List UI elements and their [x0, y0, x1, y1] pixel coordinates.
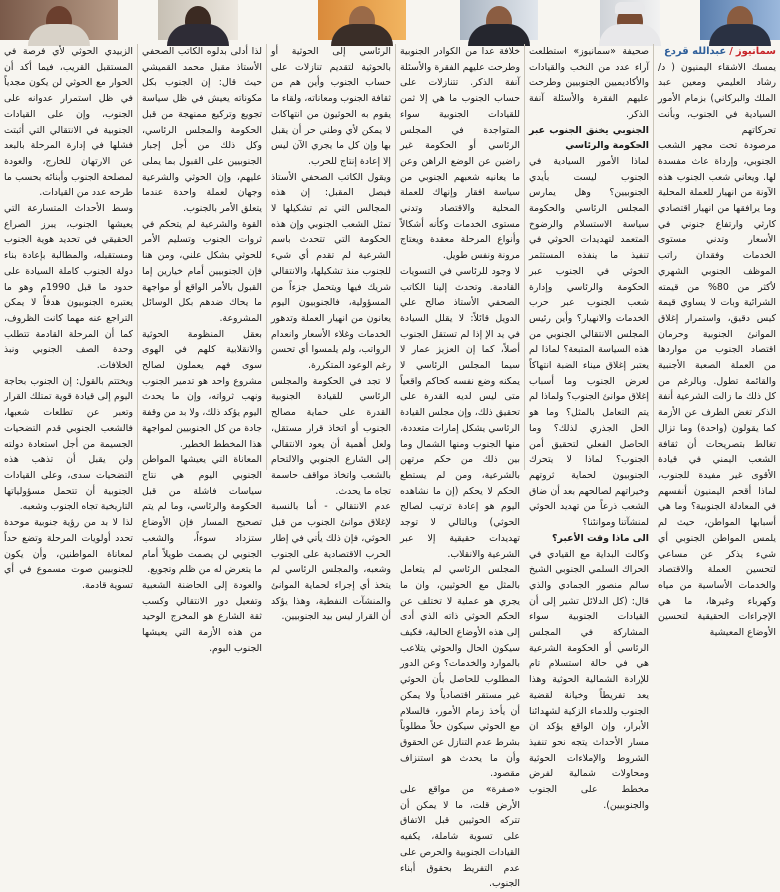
- photo-3: [318, 0, 406, 40]
- photo-5: [600, 0, 660, 40]
- article-body: [0, 44, 780, 890]
- paragraph: المجلس الرئاسي لم يتعامل بالمثل مع الحوثيين، وان ما يجري هو عملية لا تختلف عن الحكم الحوثي ذاته الذي أدى إلى هذه الأوضاع الحالية، فكيف سيكون الحال والحوثي يتلاعب بالموارد والخدمات؟ وعن الدور المطلوب للحاصل بأن الحوثي غير مستقر اقتصادياً ولا يمكن أن يأخذ زمام الأمور، فالسلام مع الحوثي سيكون حلاً مطلوباً بشرط عدم التنازل عن الحقوق وأن ما يحدث هو استنزاف مقصود.: [400, 564, 520, 780]
- photo-strip: [0, 0, 780, 40]
- column-4: [271, 44, 391, 623]
- photo-2: [158, 0, 238, 40]
- paragraph: مرصودة تحت مجهر الشعب الجنوبي، وإرداة عاث مفسدة لها. ويعاني شعب الجنوب هذه الآونة من انهيار للعملة المحلية وما يرافقها من انهيار اقتصادي كارثي وارتفاع جنوني في الأسعار وتدني مستوى الخدمات وفقدان راتب الموظف الجنوبي الشهري لأكثر من 80% من قيمته الشرائية وبات لا يساوي قيمة كيس دقيق، واستمرار إغلاق الموانئ الجنوبية وحرمان اقتصاد الجنوب من مواردها من العملة الصعبة الأجنبية والقائمة تطول. وبالرغم من كل ذلك ما زالت الشرعية أنفة الذكر تغض الطرف عن الأزمة كما يقولون (واحدة) وما تزال تغالط بتصريحات أن ثقافة الشعب اليمني في قيادة الأقوى غير مفيدة للجنوب، لماذا أقحم اليمنيون أنفسهم في المعادلة الجنوبية؟ وما هي أسبابها المواطن، حيث لم يلمس المواطن الجنوبي أي شيء يذكر عن مساعي لتحسين العملة والاقتصاد والخدمات الأساسية من مياه وكهرباء وغيرها، ما هي الإجراءات الحقيقية لتحسين الأوضاع المعيشية: [658, 140, 776, 639]
- paragraph: لا تجد في الحكومة والمجلس الرئاسي للقيادة الجنوبية القدرة على حماية مصالح الجنوب أو اتخاذ قرار مستقل، ولعل أهمية أن يعود الانتقالي إلى الشارع الجنوبي والالتحام بالشعب واتخاذ مواقف حاسمة تجاه ما يحدث.: [271, 375, 391, 497]
- column-2: [529, 44, 649, 811]
- paragraph: الزبيدي الحوثي لأي فرصة في المستقبل القريب، فيما أكد أن الحوار مع الحوثي لن يكون مجدياً في ظل استمرار عدوانه على الجنوب، وإن على القيادات الجنوبية في الانتقالي التي أثبتت فشلها في إدارة المرحلة بالبعد عن الارتهان للخارج، والعودة لمصلحة الجنوب وأبنائه بحسب ما طرحه عدد من القيادات.: [4, 46, 133, 199]
- byline-separator: /: [729, 46, 733, 57]
- paragraph: ويختتم بالقول: إن الجنوب بحاجة اليوم إلى قيادة قوية تمتلك القرار وتعبر عن تطلعات شعبها، فالشعب الجنوبي قدم التضحيات الجسيمة من أجل استعادة دولته ولن يقبل أن تذهب هذه التضحيات سدى، وعلى القيادات الجنوبية أن تتحمل مسؤولياتها التاريخية تجاه الجنوب وشعبه.: [4, 375, 133, 513]
- paragraph: لماذا الأمور السيادية في الجنوب ليست بأيدي الجنوبيين؟ وهل يمارس المجلس الرئاسي والحكومة سياسة الاستسلام والرضوخ المتعمد لتهديدات الحوثي في تنفيذ ما ينفذه المستثمر الحوثي في الجنوب عبر الحكومة والرئاسي وإدارة شعب الجنوب عبر حرب الخدمات والانهيار؟ وأين رئيس المجلس الانتقالي الجنوبي من هذه السياسة المتبعة؟ لماذا لم يعتبر إغلاق ميناء الضبة انتهاكاً لعرض الجنوب وما أسباب إغلاق موانئ الجنوب؟ ولماذا لم يتم التعامل بالمثل؟ وما هو الحل الجذري لذلك؟ وما الحاصل الفعلي لتحقيق أمن الجنوب؟ لماذا لا يتحرك الجنوبيون لحماية ثروتهم وخيراتهم لصالحهم بعد أن ضاق الشعب ذرعاً من تهديد الحوثي لمنشآتنا وموانئنا؟: [529, 155, 649, 529]
- paragraph: بعقل المنظومة الحوثية والانقلابية كلهم في الهوى سوى فهم يعملون لصالح مشروع واحد هو تدمير الجنوب ونهب ثرواته، وإن ما يحدث اليوم يؤكد ذلك، ولا بد من وقفة جادة من كل الجنوبيين لمواجهة هذا المخطط الخطير.: [142, 328, 262, 450]
- byline-author: عبدالله قردع: [663, 46, 727, 57]
- paragraph: لا وجود للرئاسي في التسويات القادمة. وتحدث إلينا الكاتب الصحفي الأستاذ صالح علي الدويل قائلاً: لا يقلل السيادة في يد الإ إذا لم تستقل الجنوب أصلاً، كما إن العزيز عمار لا سيما المجلس الرئاسي لا يمكنه وضع نفسه كحاكم واقعياً متى ليس لديه القدرة على تحقيق ذلك، وإن مجلس القيادة الرئاسي يشكل إمارات متعددة، منها الجنوب ومنها الشمال وما بين ذلك من حكم مرتهن بالشرعية، ومن لم يستطع الحكم لا يحكم (إن ما نشاهده اليوم هو إعادة ترتيب لصالح الحوثي) وبالتالي لا توجد تهديدات حقيقية إلا عبر الشرعية والانقلاب.: [400, 265, 520, 560]
- column-5: [142, 44, 262, 654]
- paragraph: والعودة إلى الحاضنة الشعبية وتفعيل دور الانتقالي وكسب ثقة الشارع هو المخرج الوحيد من هذه الأزمة التي يعيشها الجنوب اليوم.: [142, 579, 262, 654]
- photo-6: [700, 0, 780, 40]
- photo-4: [460, 0, 538, 40]
- paragraph: يمسك الاشقاء اليمنيون ( د/ رشاد العليمي ومعين عبد الملك والبركاني) بزمام الأمور السيادية في الجنوب، وبأنت تحركاتهم: [658, 61, 776, 136]
- paragraph: لذا أدلى بدلوه الكاتب الصحفي الأستاذ مقبل محمد القميشي حيث قال: إن الجنوب بكل مكوناته يعيش في ظل سياسة تجويع وتركيع ممنهجة من قبل الحكومة والمجلس الرئاسي، وكل ذلك من أجل إجبار الجنوبيين على القبول بما يملى عليهم، وإن الحوثي والشرعية وجهان لعملة واحدة عندما يتعلق الأمر بالجنوب.: [142, 46, 262, 215]
- subheading: الى ماذا وقت الأعبر؟: [552, 532, 649, 544]
- paragraph: «صفرة» من مواقع على الأرض قلت، ما لا يمكن أن تتركه الحوثيين قبل الاتفاق على تسوية شاملة، يكفيه القيادات الجنوبية والحرص على عدم التفريط بحقوق أبناء الجنوب.: [400, 784, 520, 890]
- paragraph: ويقول الكاتب الصحفي الأستاذ فيصل المقبل: إن هذه المجالس التي تم تشكيلها لا تمثل الشعب الجنوبي وإن هذه الحكومة التي تتحدث باسم الشرعية لم تقدم أي شيء للجنوب منذ تشكيلها، والانتقالي شريك فيها ويتحمل جزءاً من المسؤولية، فالجنوبيون اليوم يعانون من انهيار العملة وتدهور الخدمات وغلاء الأسعار وانعدام الرواتب، ولم يلمسوا أي تحسن رغم الوعود المتكررة.: [271, 171, 391, 372]
- paragraph: الرئاسي إلى الحوثية أو بالحوثية لتقديم تنازلات على حساب الجنوب وأين هم من ثقافة الجنوب ومعاناته، ولقاء ما يقوم به الحوثيون من انتهاكات لا يمكن لأي وطني حر أن يقبل بها وإن كل ما يجري الآن ليس إلا إعادة إنتاج للحرب.: [271, 46, 391, 167]
- column-6: [4, 44, 133, 591]
- paragraph: لذا لا بد من رؤية جنوبية موحدة تحدد أولويات المرحلة وتضع حداً لمعاناة المواطنين، وأن يكون للجنوبيين صوت مسموع في أي تسوية قادمة.: [4, 517, 133, 591]
- paragraph: عدم الانتقالي - أما بالنسبة لإغلاق موانئ الجنوب من قبل الحوثي، فإن ذلك يأتي في إطار الحرب الاقتصادية على الجنوب وشعبه، والمجلس الرئاسي لم يتخذ أي إجراء لحماية الموانئ والمنشآت النفطية، وهذا يؤكد أن القرار ليس بيد الجنوبيين.: [271, 501, 391, 623]
- subheading: الجنوبي يخنق الجنوب عبر الحكومة والرئاسي: [529, 124, 649, 152]
- paragraph: خلافة عدا من الكوادر الجنوبية وطرحت عليهم الفقرة والأسئلة آنفة الذكر. تتنازلات على حساب الجنوب ما هي إلا ثمن للقيادات الجنوبية سواء المتواجدة في المجلس الرئاسي أو الحكومة غير راضين عن الوضع الراهن وعن ما يعانيه شعبهم الجنوبي من سياسة افقار وإنهاك للعملة المحلية والاقتصاد وتدني مستوى الخدمات وكأنه أشكالاً وأنواع المرحلة معقدة ويعتاج مرونة ونفس طويل.: [400, 46, 520, 262]
- paragraph: وكالت البداية مع القيادي في الحراك السلمي الجنوبي الشيخ سالم منصور الجمادي والذي قال: (كل الدلائل تشير إلى أن القيادات الجنوبية سواء المشاركة في المجلس الرئاسي أو الحكومة الشرعية هي في حالة استسلام تام للإرادة الشمالية الحوثية وهذا يعد تفريطاً وخيانة لقضية الجنوب وللدماء الزكية لشهدائنا الأبرار، وإن الواقع يؤكد ان مسار الأحداث يتجه نحو تنفيذ الشروط والإملاءات الحوثية ومحاولات شمالية لفرض مخطط على الجنوب والجنوبيين).: [529, 548, 649, 811]
- column-1: [658, 44, 776, 639]
- paragraph: صحيفة «سمانيوز» استطلعت آراء عدد من النخب والقيادات والأكاديميين الجنوبيين وطرحت عليهم الفقرة والأسئلة آنفة الذكر.: [529, 46, 649, 120]
- paragraph: وسط الأحداث المتسارعة التي يعيشها الجنوب، يبرز الصراع الحقيقي في تحديد هوية الجنوب ومستقبله، والمطالبة بإعادة بناء دولة الجنوب كاملة السيادة على حدود ما قبل 1990م وهو ما يعتبره الجنوبيون هدفاً لا يمكن التراجع عنه مهما كانت الظروف، كما أن المرحلة القادمة تتطلب وحدة الصف الجنوبي ونبذ الخلافات.: [4, 203, 133, 372]
- byline: [658, 44, 776, 60]
- paragraph: المعاناة التي يعيشها المواطن الجنوبي اليوم هي نتاج سياسات فاشلة من قبل الحكومة والرئاسي، وما لم يتم تصحيح المسار فإن الأوضاع ستزداد سوءاً، والشعب الجنوبي لن يصمت طويلاً أمام ما يتعرض له من ظلم وتجويع.: [142, 454, 262, 576]
- byline-brand: سمانيوز: [735, 46, 776, 57]
- photo-1: [0, 0, 118, 40]
- column-3: [400, 44, 520, 890]
- paragraph: القوة والشرعية لم يتحكم في ثروات الجنوب وتسليم الأمر للحوثي بشكل علني، ومن هنا فإن الجنوبيين أمام خيارين إما القبول بالأمر الواقع أو مواجهة ما يحاك ضدهم بكل الوسائل المشروعة.: [142, 218, 262, 324]
